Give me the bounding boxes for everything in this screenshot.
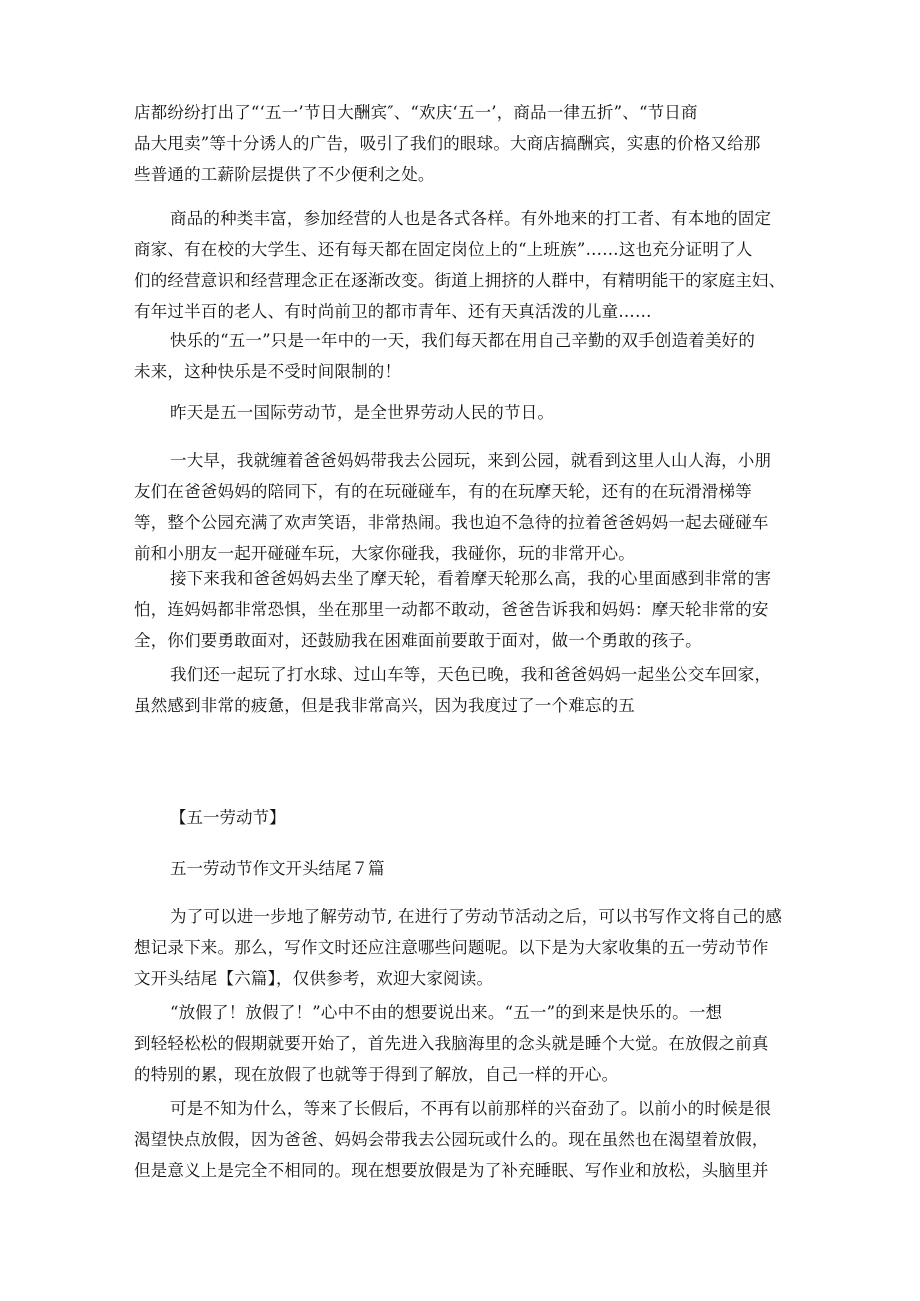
- paragraph-line: 接下来我和爸爸妈妈去坐了摩天轮，看着摩天轮那么高，我的心里面感到非常的害: [170, 569, 772, 588]
- paragraph-line: 友们在爸爸妈妈的陪同下，有的在玩碰碰车，有的在玩摩天轮，还有的在玩滑滑梯等: [134, 482, 752, 501]
- paragraph-line: 品大甩卖”等十分诱人的广告，吸引了我们的眼球。大商店搞酬宾，实惠的价格又给那: [134, 134, 761, 153]
- paragraph-line: 店都纷纷打出了“‘五一’节日大酬宾″、“欢庆‘五一’，商品一律五折”、“节日商: [134, 103, 698, 122]
- paragraph-line: 怕，连妈妈都非常恐惧，坐在那里一动都不敢动，爸爸告诉我和妈妈：摩天轮非常的安: [134, 600, 769, 619]
- paragraph-line: 我们还一起玩了打水球、过山车等，天色已晚，我和爸爸妈妈一起坐公交车回家，: [170, 665, 772, 684]
- paragraph-line: 们的经营意识和经营理念正在逐渐改变。街道上拥挤的人群中，有精明能干的家庭主妇、: [134, 271, 786, 290]
- paragraph-line: 文开头结尾【六篇】，仅供参考，欢迎大家阅读。: [134, 969, 494, 988]
- paragraph-line: 商家、有在校的大学生、还有每天都在固定岗位上的“上班族”……这也充分证明了人: [134, 240, 753, 259]
- paragraph-2: [134, 203, 794, 327]
- paragraph-line: 想记录下来。那么，写作文时还应注意哪些问题呢。以下是为大家收集的五一劳动节作: [134, 938, 769, 957]
- paragraph-line: 为了可以进一步地了解劳动节, 在进行了劳动节活动之后，可以书写作文将自己的感: [170, 907, 783, 926]
- paragraph-line: 虽然感到非常的疲惫，但是我非常高兴，因为我度过了一个难忘的五: [134, 696, 635, 715]
- paragraph-6: [134, 563, 794, 656]
- paragraph-line: “放假了！放假了！”心中不由的想要说出来。“五一”的到来是快乐的。一想: [170, 1003, 723, 1022]
- paragraph-line: 全，你们要勇敢面对，还鼓励我在困难面前要敢于面对，做一个勇敢的孩子。: [134, 631, 702, 650]
- paragraph-line: 些普通的工薪阶层提供了不少便利之处。: [134, 165, 435, 184]
- paragraph-line: 昨天是五一国际劳动节，是全世界劳动人民的节日。: [170, 403, 555, 422]
- paragraph-7: [134, 659, 794, 721]
- paragraph-line: 未来，这种快乐是不受时间限制的！: [134, 362, 402, 381]
- paragraph-line: 可是不知为什么，等来了长假后，不再有以前那样的兴奋劲了。以前小的时候是很: [170, 1099, 772, 1118]
- article-title: 五一劳动节作文开头结尾７篇: [170, 859, 385, 878]
- paragraph-line: 一大早，我就缠着爸爸妈妈带我去公园玩，来到公园，就看到这里人山人海，小朋: [170, 451, 772, 470]
- paragraph-1: [134, 97, 794, 190]
- paragraph-line: 快乐的“五一”只是一年中的一天，我们每天都在用自己辛勤的双手创造着美好的: [170, 331, 756, 350]
- paragraph-line: 渴望快点放假，因为爸爸、妈妈会带我去公园玩或什么的。现在虽然也在渴望着放假，: [134, 1130, 769, 1149]
- paragraph-line: 但是意义上是完全不相同的。现在想要放假是为了补充睡眠、写作业和放松，头脑里并: [134, 1161, 769, 1180]
- paragraph-5: [134, 445, 794, 569]
- essay-paragraph-1: [134, 997, 794, 1090]
- paragraph-3: [134, 325, 794, 387]
- section-tag: 【五一劳动节】: [170, 808, 286, 827]
- paragraph-line: 到轻轻松松的假期就要开始了，首先进入我脑海里的念头就是睡个大觉。在放假之前真: [134, 1034, 769, 1053]
- paragraph-line: 商品的种类丰富，参加经营的人也是各式各样。有外地来的打工者、有本地的固定: [170, 209, 772, 228]
- paragraph-line: 的特别的累，现在放假了也就等于得到了解放，自己一样的开心。: [134, 1065, 619, 1084]
- paragraph-line: 前和小朋友一起开碰碰车玩，大家你碰我，我碰你，玩的非常开心。: [134, 544, 635, 563]
- paragraph-line: 有年过半百的老人、有时尚前卫的都市青年、还有天真活泼的儿童……: [134, 302, 652, 321]
- paragraph-4: [134, 397, 794, 428]
- paragraph-line: 等，整个公园充满了欢声笑语，非常热闹。我也迫不急待的拉着爸爸妈妈一起去碰碰车: [134, 513, 769, 532]
- intro-paragraph: [134, 901, 794, 994]
- essay-paragraph-2: [134, 1093, 794, 1186]
